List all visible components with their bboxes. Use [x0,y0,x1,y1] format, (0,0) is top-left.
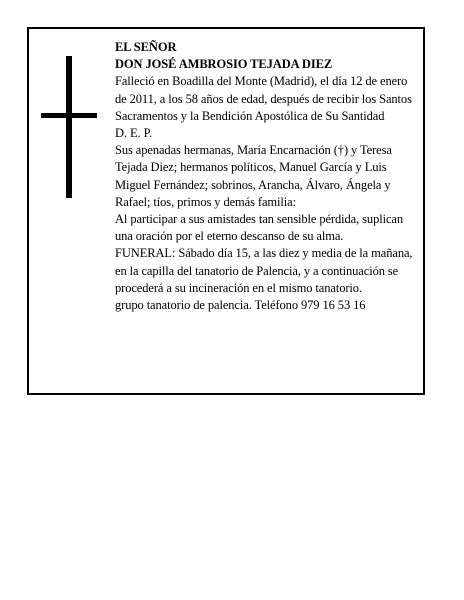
cross-icon [41,56,97,198]
funeral-home-contact: grupo tanatorio de palencia. Teléfono 979 16 53 16 [115,298,366,313]
prayer-request: Al participar a sus amistades tan sensible pérdida, suplican una oración por el eterno descanso de su alma. [115,212,404,244]
obituary-notice [27,27,425,395]
notice-text [115,39,421,314]
death-details: Falleció en Boadilla del Monte (Madrid), el día 12 de enero de 2011, a los 58 años de edad, después de recibir los Santos Sacramentos y la Bendición Apostólica de Su Santidad [115,74,412,123]
cross-vertical-bar [66,56,72,198]
family-list: Sus apenadas hermanas, María Encarnación (†) y Teresa Tejada Diez; hermanos políticos, Manuel García y Luis Miguel Fernández; sobrinos, Arancha, Álvaro, Ángela y Rafael; tíos, primos y demás familia: [115,143,392,209]
notice-header-title: EL SEÑOR [115,40,177,54]
funeral-details: FUNERAL: Sábado día 15, a las diez y media de la mañana, en la capilla del tanatorio de Palencia, y a continuación se procederá a su incineración en el mismo tanatorio. [115,246,413,295]
deceased-name: DON JOSÉ AMBROSIO TEJADA DIEZ [115,57,333,72]
cross-horizontal-bar [41,113,97,118]
rip-line: D. E. P. [115,126,153,141]
